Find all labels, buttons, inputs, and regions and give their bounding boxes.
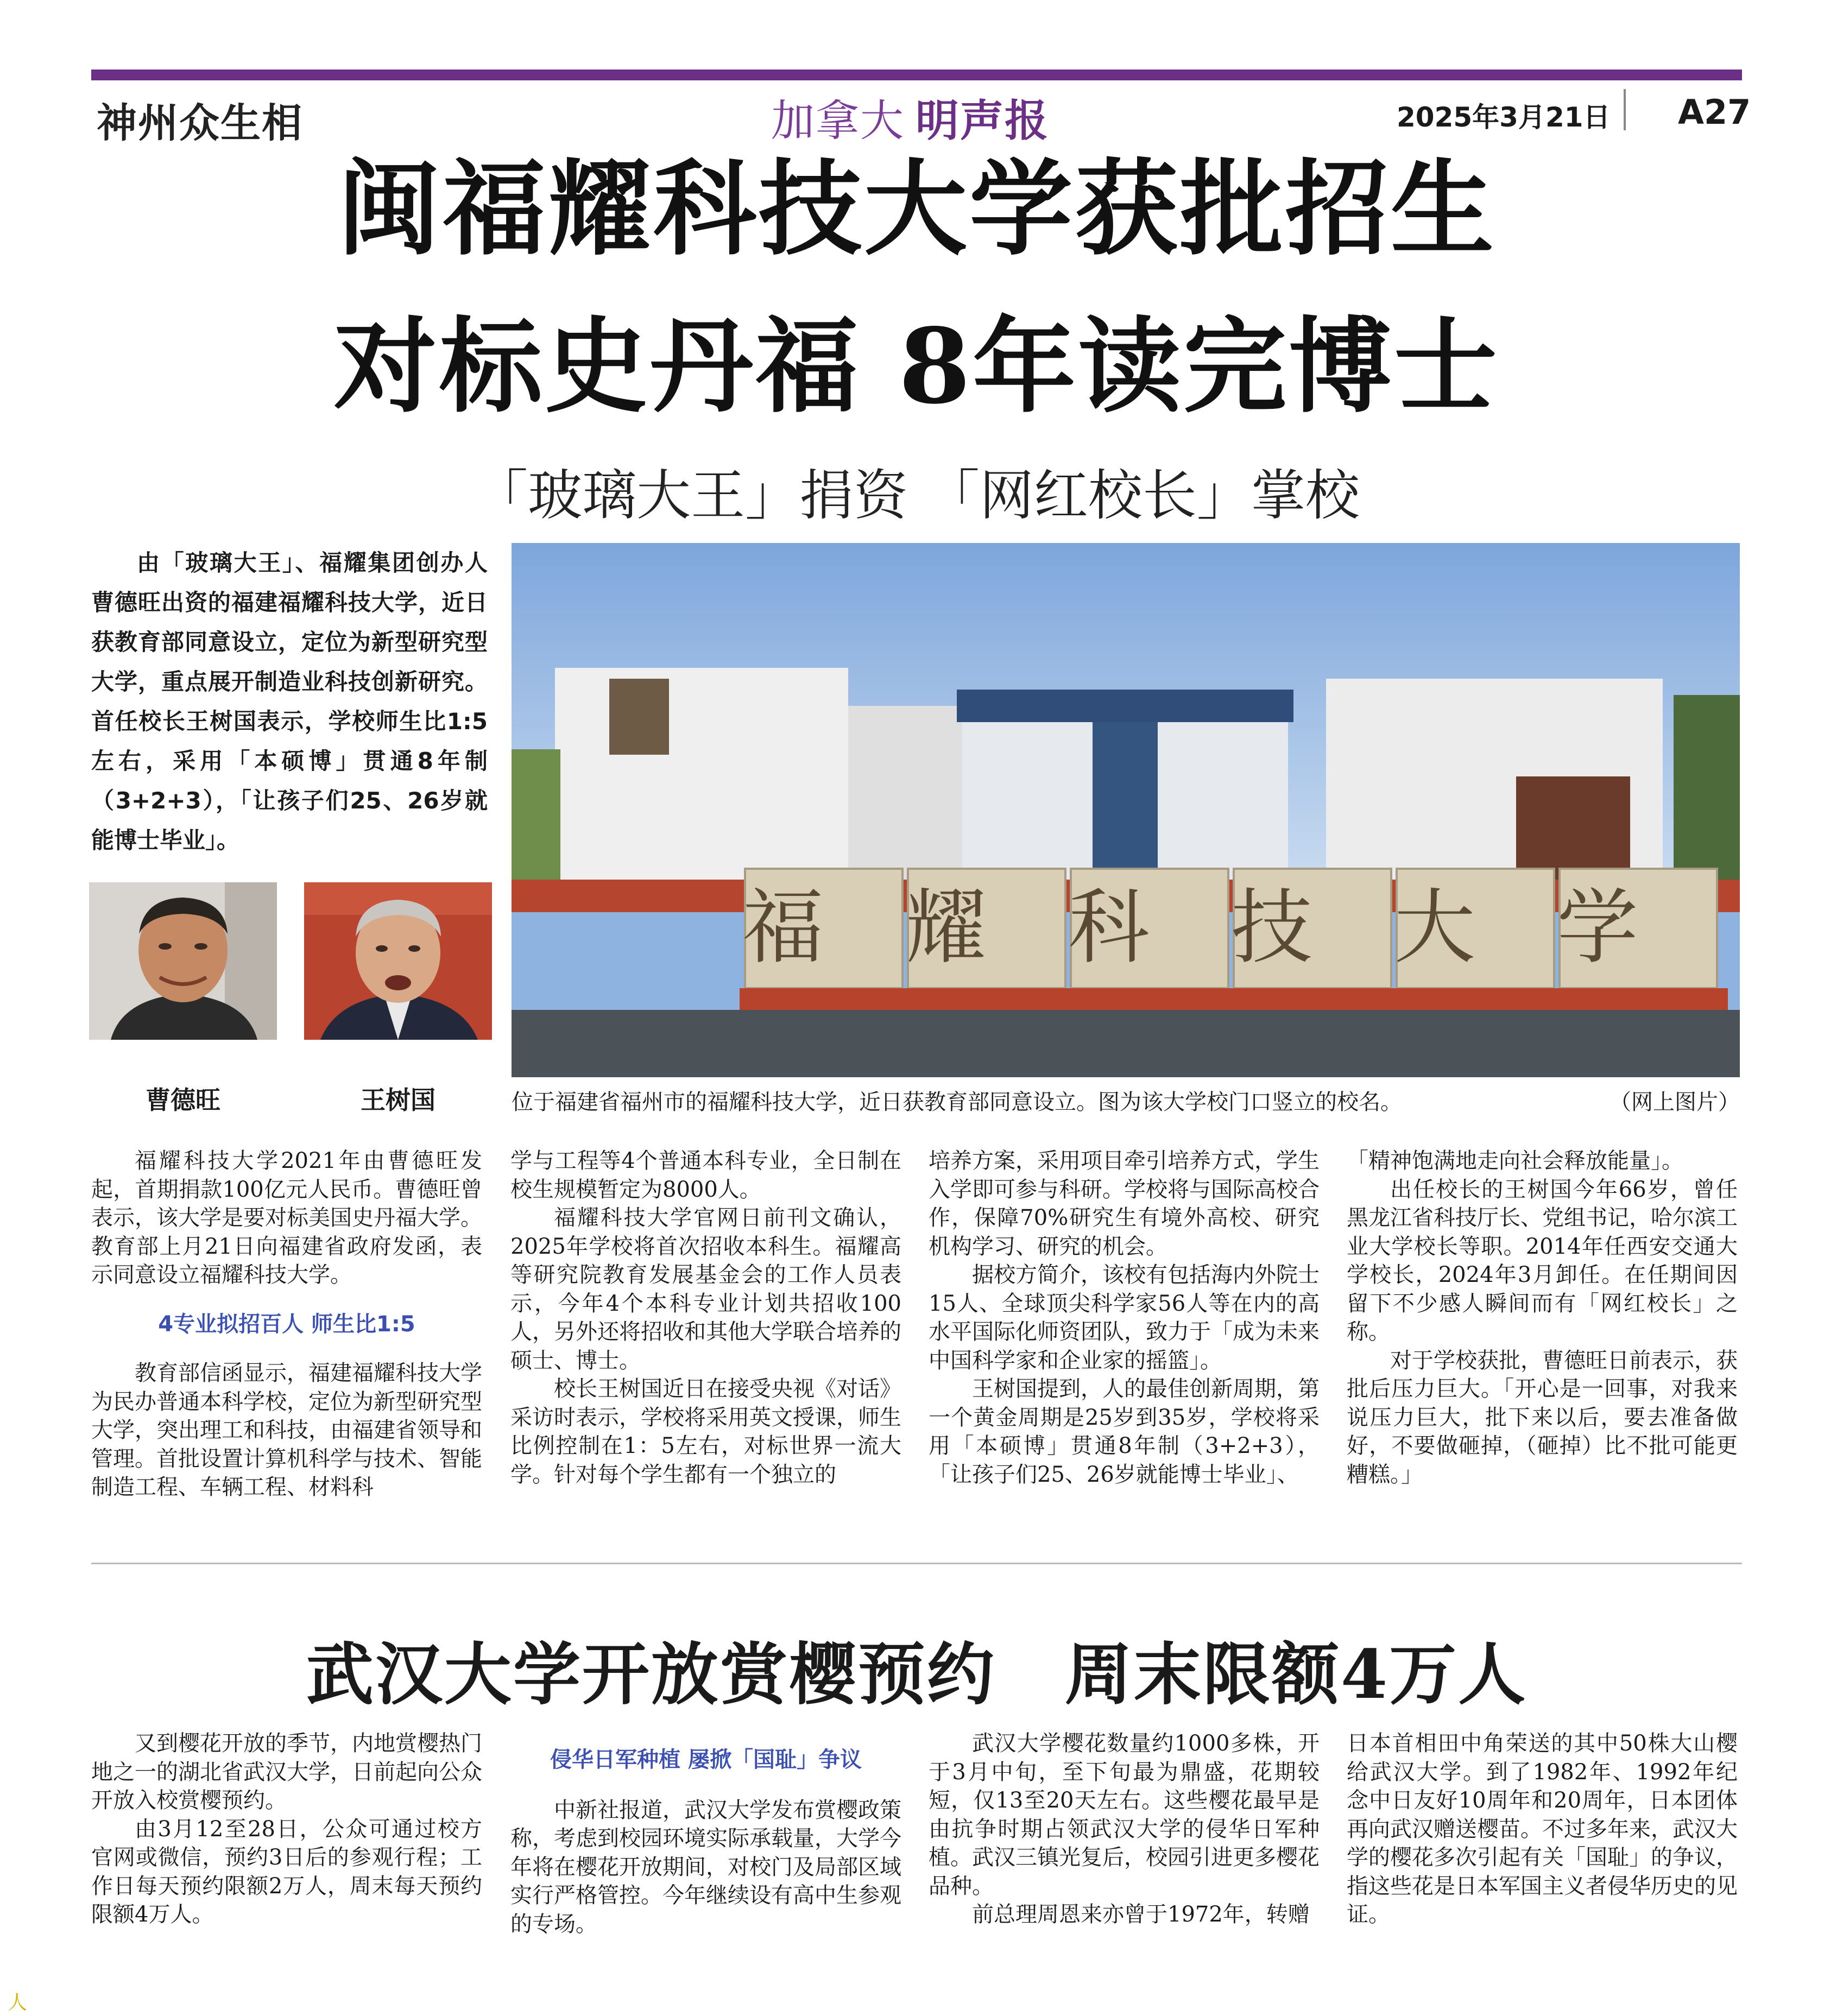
body-paragraph: 据校方简介，该校有包括海内外院士15人、全球顶尖科学家56人等在内的高水平国际化师资团队，致力于「成为未来中国科学家和企业家的摇篮」。	[929, 1262, 1320, 1373]
story2-column-2	[510, 1729, 901, 1938]
subheadline: 「玻璃大王」捐资 「网红校长」掌校	[474, 464, 1360, 527]
lead-paragraph	[91, 543, 488, 860]
header-rule	[91, 69, 1742, 80]
photo-credit: （网上图片）	[1610, 1090, 1740, 1115]
story-divider	[91, 1563, 1742, 1564]
story1-column-2	[510, 1147, 901, 1489]
body-paragraph: 对于学校获批，曹德旺日前表示，获批后压力巨大。「开心是一回事，对我来说压力巨大，批下来以后，要去准备做好，不要做砸掉，（砸掉）比不批可能更糟糕。」	[1347, 1348, 1738, 1487]
issue-date: 2025年3月21日	[1397, 102, 1611, 133]
body-paragraph: 武汉大学樱花数量约1000多株，开于3月中旬，至下旬最为鼎盛，花期较短，仅13至20天左右。这些樱花最早是由抗争时期占领武汉大学的侵华日军种植。武汉三镇光复后，校园引进更多樱花品种。	[929, 1731, 1320, 1899]
body-paragraph: 校长王树国近日在接受央视《对话》采访时表示，学校将采用英文授课，师生比例控制在1：5左右，对标世界一流大学。针对每个学生都有一个独立的	[510, 1376, 901, 1487]
lead-text: 由「玻璃大王」、福耀集团创办人曹德旺出资的福建福耀科技大学，近日获教育部同意设立，定位为新型研究型大学，重点展开制造业科技创新研究。首任校长王树国表示，学校师生比1:5左右，采用「本硕博」贯通8年制（3+2+3），「让孩子们25、26岁就能博士毕业」。	[91, 549, 488, 854]
gate-sign-text: 福耀科技大学	[742, 881, 1720, 975]
masthead-name: 明声报	[916, 96, 1049, 146]
masthead-prefix: 加拿大	[771, 96, 905, 146]
body-paragraph: 培养方案，采用项目牵引培养方式，学生入学即可参与科研。学校将与国际高校合作，保障70%研究生有境外高校、研究机构学习、研究的机会。	[929, 1148, 1320, 1259]
portrait-wang-shuguo	[304, 882, 492, 1040]
story2-headline: 武汉大学开放赏樱预约 周末限额4万人	[306, 1635, 1528, 1714]
section-subheading: 4专业拟招百人 师生比1:5	[158, 1311, 415, 1337]
portrait-cao-dewang	[89, 882, 277, 1040]
masthead	[771, 86, 1049, 148]
body-paragraph: 出任校长的王树国今年66岁，曾任黑龙江省科技厅长、党组书记，哈尔滨工业大学校长等职。2014年任西安交通大学校长，2024年3月卸任。在任期间因留下不少感人瞬间而有「网红校长」之称。	[1347, 1177, 1738, 1344]
story2-column-3	[929, 1729, 1320, 1929]
body-paragraph: 教育部信函显示，福建福耀科技大学为民办普通本科学校，定位为新型研究型大学，突出理工和科技，由福建省领导和管理。首批设置计算机科学与技术、智能制造工程、车辆工程、材料科	[91, 1361, 482, 1500]
body-paragraph: 又到樱花开放的季节，内地赏樱热门地之一的湖北省武汉大学，日前起向公众开放入校赏樱预约。	[91, 1731, 482, 1813]
story1-column-4	[1347, 1147, 1738, 1489]
body-paragraph: 福耀科技大学官网日前刊文确认，2025年学校将首次招收本科生。福耀高等研究院教育发展基金会的工作人员表示，今年4个本科专业计划共招收100人，另外还将招收和其他大学联合培养的硕士、博士。	[510, 1205, 901, 1373]
story2-column-1	[91, 1729, 482, 1929]
portrait-name: 曹德旺	[146, 1085, 220, 1115]
headline-line-1: 闽福耀科技大学获批招生	[337, 148, 1496, 269]
headline-line-2: 对标史丹福 8年读完博士	[333, 306, 1500, 427]
portrait-illustration	[304, 882, 492, 1040]
story1-column-3	[929, 1147, 1320, 1489]
body-paragraph: 由3月12至28日，公众可通过校方官网或微信，预约3日后的参观行程；工作日每天预约限额2万人，周末每天预约限额4万人。	[91, 1816, 482, 1927]
body-paragraph: 「精神饱满地走向社会释放能量」。	[1347, 1148, 1683, 1173]
body-paragraph: 福耀科技大学2021年由曹德旺发起，首期捐款100亿元人民币。曹德旺曾表示，该大学是要对标美国史丹福大学。教育部上月21日向福建省政府发函，表示同意设立福耀科技大学。	[91, 1148, 482, 1287]
portrait-name: 王树国	[361, 1085, 436, 1115]
body-paragraph: 王树国提到，人的最佳创新周期，第一个黄金周期是25岁到35岁，学校将采用「本硕博」贯通8年制（3+2+3），「让孩子们25、26岁就能博士毕业」、	[929, 1376, 1320, 1487]
corner-mark: 人	[8, 1992, 28, 2014]
body-paragraph: 学与工程等4个普通本科专业，全日制在校生规模暂定为8000人。	[510, 1148, 901, 1202]
photo-caption: 位于福建省福州市的福耀科技大学，近日获教育部同意设立。图为该大学校门口竖立的校名。	[512, 1090, 1402, 1115]
body-paragraph: 中新社报道，武汉大学发布赏樱政策称，考虑到校园环境实际承载量，大学今年将在樱花开放期间，对校门及局部区域实行严格管控。今年继续设有高中生参观的专场。	[510, 1797, 901, 1937]
story2-column-4	[1347, 1729, 1738, 1929]
body-paragraph: 前总理周恩来亦曾于1972年，转赠	[972, 1902, 1310, 1927]
page-number: A27	[1678, 92, 1751, 132]
section-subheading: 侵华日军种植 屡掀「国耻」争议	[550, 1747, 862, 1772]
campus-gate-illustration	[512, 543, 1740, 1077]
story1-column-1	[91, 1147, 482, 1502]
section-name: 神州众生相	[97, 100, 303, 147]
portrait-illustration	[89, 882, 277, 1040]
campus-gate-photo	[512, 543, 1740, 1077]
body-paragraph: 日本首相田中角荣送的其中50株大山樱给武汉大学。到了1982年、1992年纪念中日友好10周年和20周年，日本团体再向武汉赠送樱苗。不过多年来，武汉大学的樱花多次引起有关「国耻」的争议，指这些花是日本军国主义者侵华历史的见证。	[1347, 1731, 1738, 1927]
header-divider	[1624, 89, 1626, 130]
